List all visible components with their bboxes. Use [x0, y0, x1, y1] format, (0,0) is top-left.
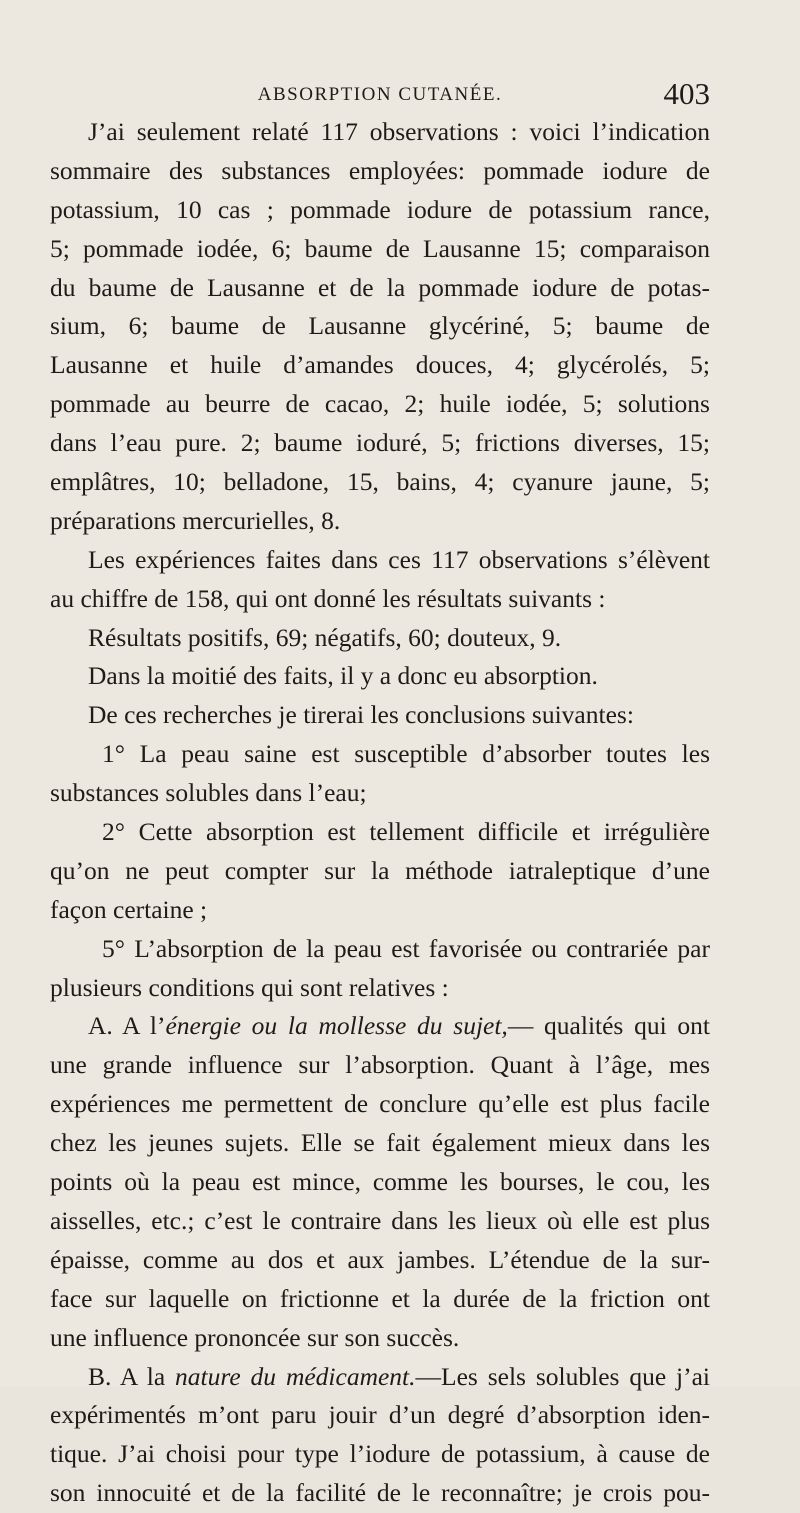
text-line: J’ai seulement relaté 117 observations : voici l’indication: [88, 117, 710, 146]
text-line: face sur laquelle on frictionne et la durée de la friction ont: [50, 1283, 710, 1313]
text-line: dans l’eau pure. 2; baume ioduré, 5; frictions diverses, 15;: [50, 428, 710, 458]
body-text: [50, 113, 710, 1513]
text-line: points où la peau est mince, comme les bourses, le cou, les: [50, 1167, 710, 1197]
text-line: substances solubles dans l’eau;: [50, 778, 367, 808]
text-run: — qualités qui ont: [507, 1011, 710, 1041]
text-run: A. A l’: [88, 1011, 166, 1041]
text-line: [50, 1007, 710, 1046]
text-line: aisselles, etc.; c’est le contraire dans les lieux où elle est plus: [50, 1205, 710, 1235]
text-line: 1° La peau saine est susceptible d’absorber toutes les: [102, 739, 710, 769]
text-line: une grande influence sur l’absorption. Quant à l’âge, mes: [50, 1050, 710, 1080]
italic-phrase: nature du médicament.: [175, 1361, 416, 1391]
text-line: plusieurs conditions qui sont relatives :: [50, 972, 449, 1002]
italic-phrase: énergie ou la mollesse du sujet,: [165, 1011, 508, 1041]
text-line: Les expériences faites dans ces 117 observations s’élèvent: [88, 544, 710, 574]
text-line: emplâtres, 10; belladone, 15, bains, 4; cyanure jaune, 5;: [50, 467, 710, 497]
text-line: potassium, 10 cas ; pommade iodure de potassium rance,: [50, 194, 710, 224]
text-line: [50, 1358, 710, 1397]
text-line: Dans la moitié des faits, il y a donc eu absorption.: [88, 661, 598, 691]
text-line: sium, 6; baume de Lausanne glycériné, 5; baume de: [50, 311, 710, 341]
text-line: Résultats positifs, 69; négatifs, 60; douteux, 9.: [88, 622, 562, 652]
text-line: chez les jeunes sujets. Elle se fait également mieux dans les: [50, 1128, 710, 1158]
text-line: tique. J’ai choisi pour type l’iodure de potassium, à cause de: [50, 1439, 710, 1469]
text-line: au chiffre de 158, qui ont donné les résultats suivants :: [50, 583, 606, 613]
text-line: pommade au beurre de cacao, 2; huile iodée, 5; solutions: [50, 389, 710, 419]
text-line: 5° L’absorption de la peau est favorisée ou contrariée par: [102, 933, 710, 963]
text-line: du baume de Lausanne et de la pommade iodure de potas-: [50, 272, 710, 302]
text-line: expérimentés m’ont paru jouir d’un degré d’absorption iden-: [50, 1400, 710, 1430]
page-number: 403: [663, 76, 710, 111]
text-line: qu’on ne peut compter sur la méthode iatraleptique d’une: [50, 855, 710, 885]
text-line: façon certaine ;: [50, 894, 208, 924]
text-run: —Les sels solubles que j’ai: [415, 1361, 711, 1391]
text-line: préparations mercurielles, 8.: [50, 505, 341, 535]
text-line: expériences me permettent de conclure qu’elle est plus facile: [50, 1089, 710, 1119]
text-line: Lausanne et huile d’amandes douces, 4; glycérolés, 5;: [50, 350, 710, 380]
page-header: [50, 76, 710, 116]
text-line: 5; pommade iodée, 6; baume de Lausanne 15; comparaison: [50, 233, 710, 263]
text-line: sommaire des substances employées: pommade iodure de: [50, 155, 710, 185]
text-line: son innocuité et de la facilité de le reconnaître; je crois pou-: [50, 1478, 710, 1508]
text-line: 2° Cette absorption est tellement difficile et irrégulière: [102, 817, 710, 847]
text-run: B. A la: [88, 1361, 176, 1391]
text-line: une influence prononcée sur son succès.: [50, 1322, 460, 1352]
text-line: épaisse, comme au dos et aux jambes. L’étendue de la sur-: [50, 1244, 710, 1274]
text-line: De ces recherches je tirerai les conclusions suivantes:: [88, 700, 634, 730]
running-title: ABSORPTION CUTANÉE.: [257, 84, 503, 105]
